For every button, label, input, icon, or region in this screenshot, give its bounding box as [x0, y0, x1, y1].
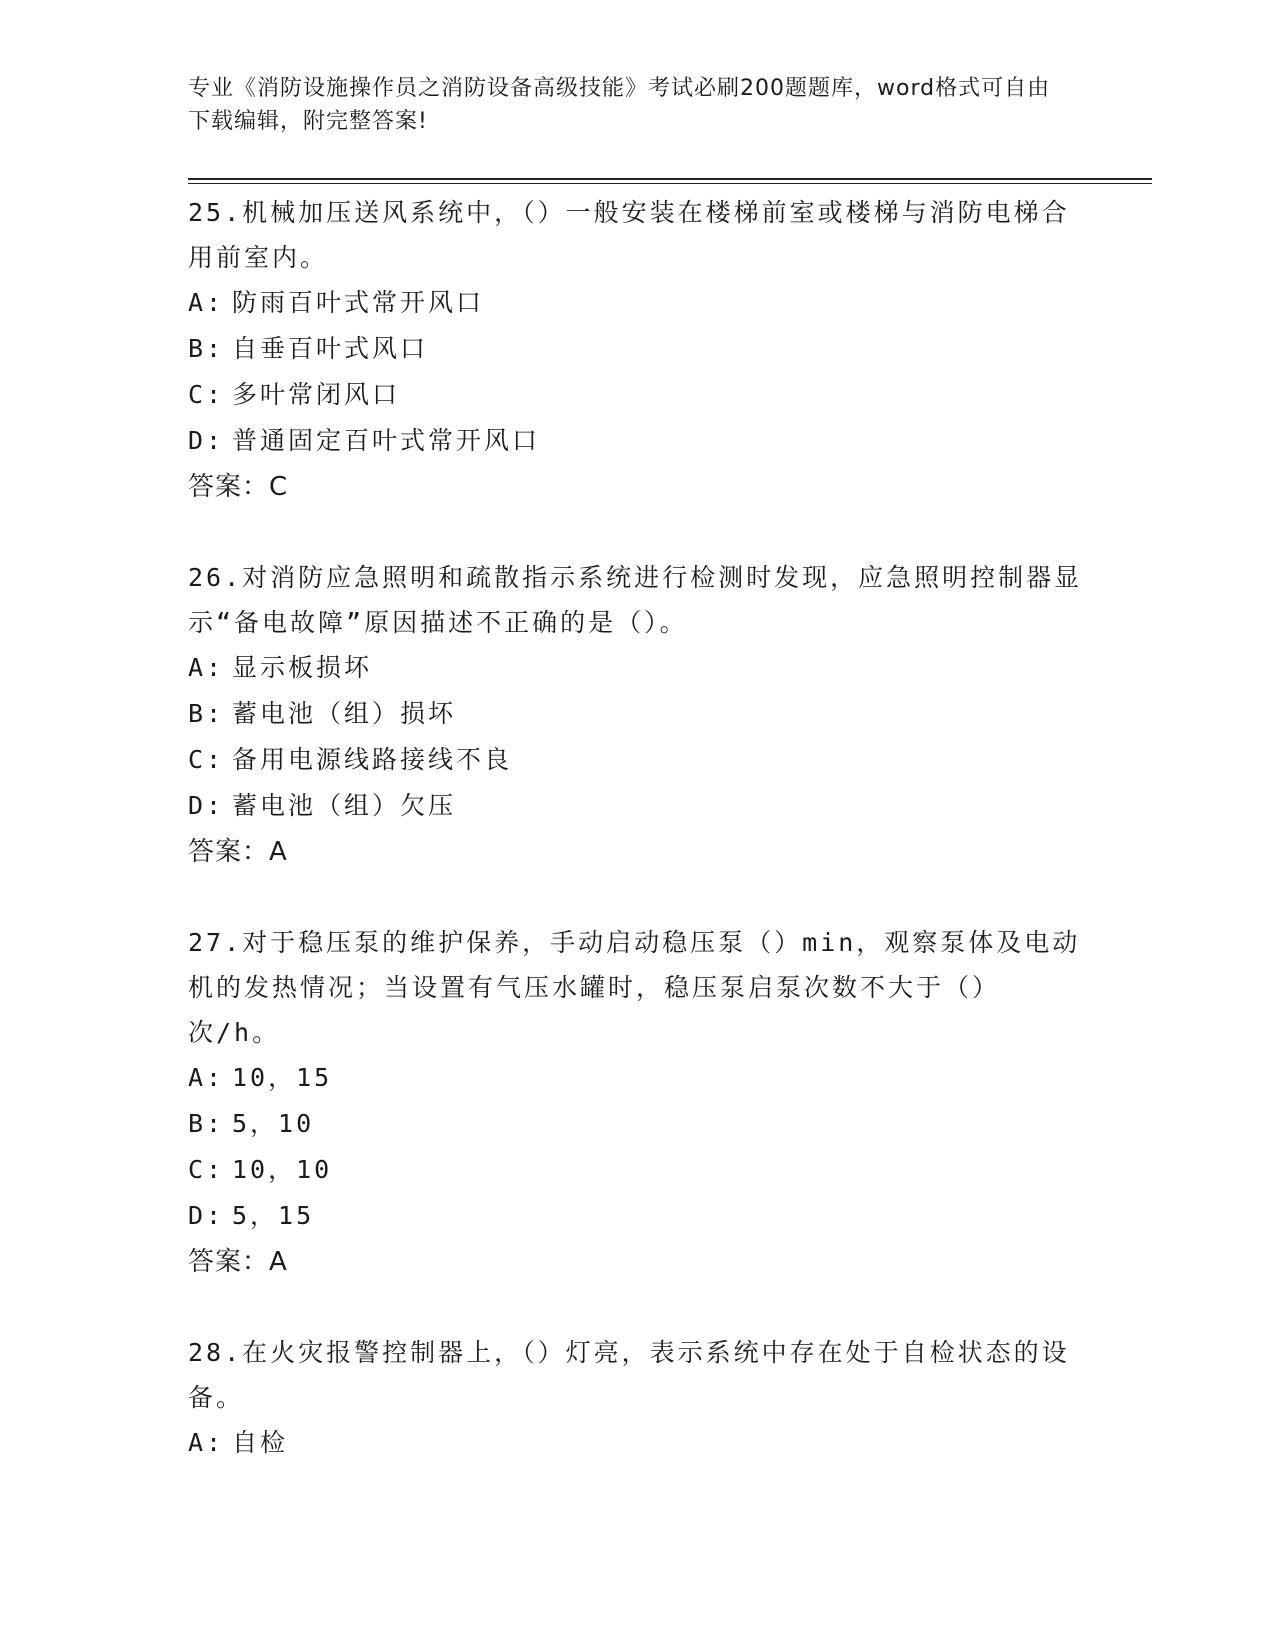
question-list — [188, 190, 1088, 1511]
option-key: C: — [188, 380, 225, 409]
option-d — [188, 418, 1088, 464]
question-27 — [188, 920, 1088, 1285]
option-text: 10，15 — [232, 1063, 333, 1092]
option-key: B: — [188, 1109, 225, 1138]
option-text: 普通固定百叶式常开风口 — [232, 426, 541, 455]
option-key: D: — [188, 1201, 225, 1230]
answer-line: 答案：C — [188, 472, 289, 502]
option-key: D: — [188, 791, 225, 820]
option-d — [188, 783, 1088, 829]
option-a — [188, 1420, 1088, 1466]
option-a — [188, 1055, 1088, 1101]
option-a — [188, 280, 1088, 326]
option-c — [188, 737, 1088, 783]
option-c — [188, 1147, 1088, 1193]
answer-line: 答案：A — [188, 1247, 288, 1277]
question-stem: 27.对于稳压泵的维护保养，手动启动稳压泵（）min，观察泵体及电动机的发热情况；当设置有气压水罐时，稳压泵启泵次数不大于（）次/h。 — [188, 928, 1081, 1047]
question-28 — [188, 1330, 1088, 1466]
question-stem: 26.对消防应急照明和疏散指示系统进行检测时发现，应急照明控制器显示“备电故障”原因描述不正确的是（）。 — [188, 563, 1083, 637]
option-text: 备用电源线路接线不良 — [232, 745, 513, 774]
option-a — [188, 645, 1088, 691]
option-text: 多叶常闭风口 — [232, 380, 401, 409]
option-key: C: — [188, 1155, 225, 1184]
option-text: 蓄电池（组）损坏 — [232, 699, 457, 728]
option-key: D: — [188, 426, 225, 455]
option-key: C: — [188, 745, 225, 774]
question-stem: 28.在火灾报警控制器上，（）灯亮，表示系统中存在处于自检状态的设备。 — [188, 1338, 1070, 1412]
option-b — [188, 691, 1088, 737]
option-b — [188, 1101, 1088, 1147]
question-stem: 25.机械加压送风系统中，（）一般安装在楼梯前室或楼梯与消防电梯合用前室内。 — [188, 198, 1070, 272]
option-key: A: — [188, 1063, 225, 1092]
option-key: A: — [188, 1428, 225, 1457]
option-text: 5，10 — [232, 1109, 315, 1138]
option-text: 显示板损坏 — [232, 653, 373, 682]
option-key: B: — [188, 699, 225, 728]
header-rule-thick — [188, 178, 1152, 180]
option-text: 蓄电池（组）欠压 — [232, 791, 457, 820]
question-26 — [188, 555, 1088, 875]
option-key: A: — [188, 288, 225, 317]
option-text: 5，15 — [232, 1201, 315, 1230]
option-text: 自检 — [232, 1428, 289, 1457]
option-text: 自垂百叶式风口 — [232, 334, 429, 363]
header-rule-thin — [188, 183, 1152, 184]
question-25 — [188, 190, 1088, 510]
document-header: 专业《消防设施操作员之消防设备高级技能》考试必刷200题题库，word格式可自由下载编辑，附完整答案! — [188, 76, 1051, 134]
option-c — [188, 372, 1088, 418]
option-b — [188, 326, 1088, 372]
option-text: 10，10 — [232, 1155, 333, 1184]
option-text: 防雨百叶式常开风口 — [232, 288, 485, 317]
option-key: A: — [188, 653, 225, 682]
option-key: B: — [188, 334, 225, 363]
answer-line: 答案：A — [188, 837, 288, 867]
option-d — [188, 1193, 1088, 1239]
